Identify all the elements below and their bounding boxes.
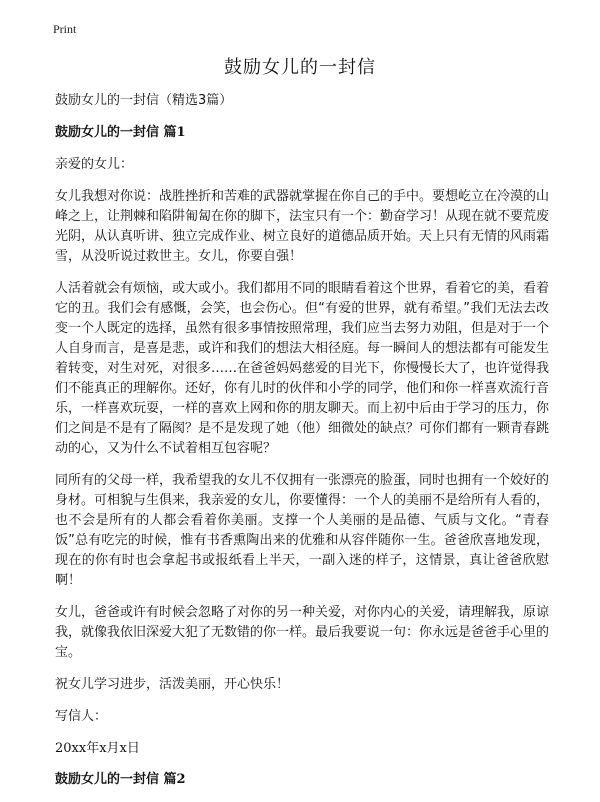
document-subtitle: 鼓励女儿的一封信（精选3篇） [55, 93, 233, 108]
paragraph-4: 女儿，爸爸或许有时候会忽略了对你的另一种关爱，对你内心的关爱，请理解我，原谅我，就像我依旧深爱大犯了无数错的你一样。最后我要说一句：你永远是爸爸手心里的宝。 [55, 605, 550, 660]
section-heading-2: 鼓励女儿的一封信 篇2 [55, 772, 186, 787]
document-body [55, 92, 549, 802]
paragraph-2: 人活着就会有烦恼，或大或小。我们都用不同的眼睛看着这个世界，看着它的美，看着它的丑。我们会有感慨，会笑，也会伤心。但“有爱的世界，就有希望。”我们无法去改变一个人既定的选择，虽然有很多事情按照常理，我们应当去努力劝阻，但是对于一个人自身而言，是喜是悲，或许和我们的想法大相径庭。每一瞬间人的想法都有可能发生着转变，对生对死，对很多……在爸爸妈妈慈爱的目光下，你慢慢长大了，也许觉得我们不能真正的理解你。还好，你有儿时的伙伴和小学的同学，他们和你一样喜欢流行音乐，一样喜欢玩耍，一样的喜欢上网和你的朋友聊天。而上初中后由于学习的压力，你们之间是不是有了隔阂？是不是发现了她（他）细微处的缺点？可你们都有一颗青春跳动的心，又为什么不试着相互包容呢？ [55, 281, 550, 456]
print-label[interactable]: Print [53, 22, 77, 36]
document-title: 鼓励女儿的一封信 [224, 57, 376, 78]
paragraph-3: 同所有的父母一样，我希望我的女儿不仅拥有一张漂亮的脸蛋，同时也拥有一个姣好的身材。可相貌与生俱来，我亲爱的女儿，你要懂得：一个人的美丽不是给所有人看的，也不会是所有的人都会看着你美丽。支撑一个人美丽的是品德、气质与文化。“青春饭”总有吃完的时候，惟有书香熏陶出来的优雅和从容伴随你一生。爸爸欣喜地发现，现在的你有时也会拿起书或报纸看上半天，一副入迷的样子，这情景，真让爸爸欣慰啊！ [55, 473, 550, 588]
signer-line: 写信人： [55, 709, 108, 724]
section-heading-1: 鼓励女儿的一封信 篇1 [55, 125, 186, 140]
salutation: 亲爱的女儿： [55, 157, 134, 172]
paragraph-1: 女儿我想对你说：战胜挫折和苦难的武器就掌握在你自己的手中。要想屹立在冷漠的山峰之上，让荆棘和陷阱匍匐在你的脚下，法宝只有一个：勤奋学习！从现在就不要荒废光阴，从认真听讲、独立完成作业、树立良好的道德品质开始。天上只有无情的风雨霜雪，从没听说过救世主。女儿，你要自强！ [55, 189, 550, 264]
closing-wish: 祝女儿学习进步，活泼美丽，开心快乐！ [55, 677, 290, 692]
date-line: 20xx年x月x日 [55, 741, 140, 756]
